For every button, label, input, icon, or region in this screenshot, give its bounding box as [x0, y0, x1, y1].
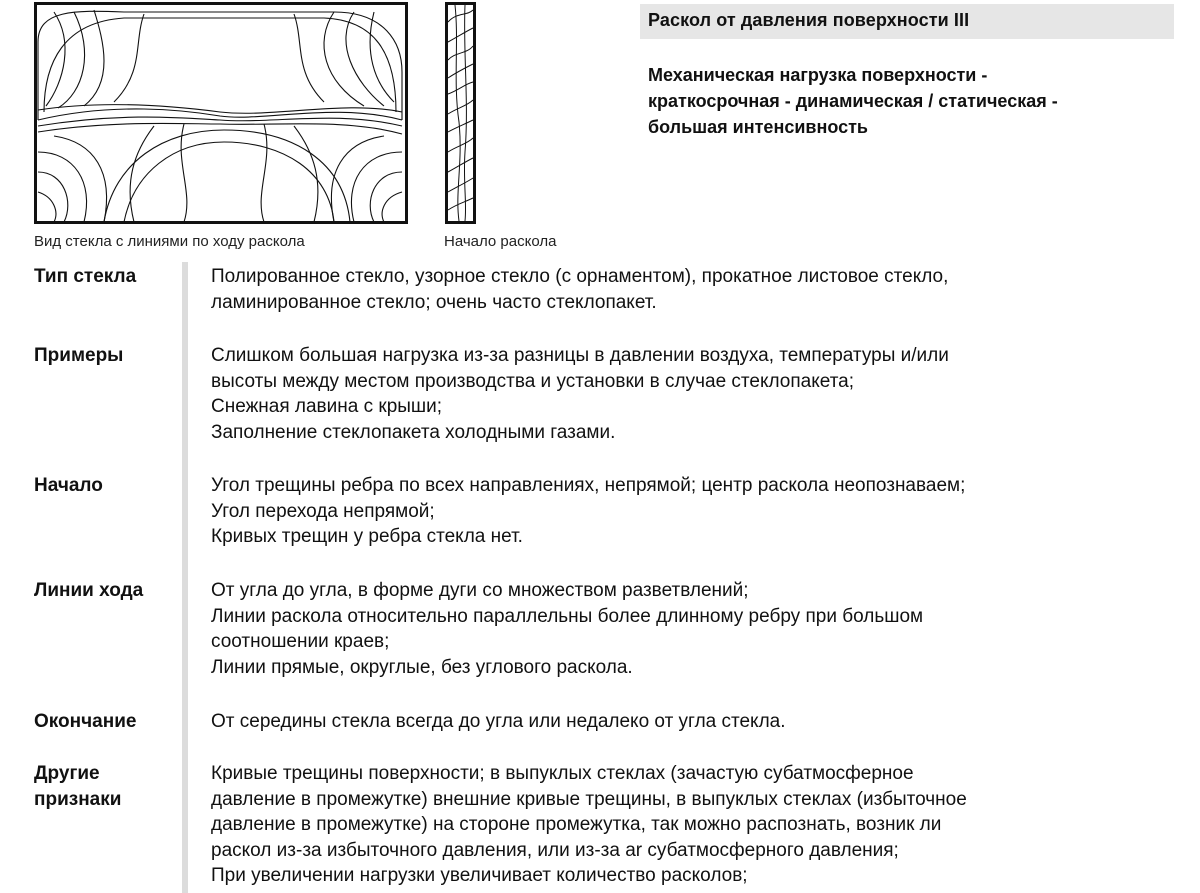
text-line: раскол из-за избыточного давления, или из-за ar субатмосферного давления;	[211, 839, 899, 861]
row-text	[211, 709, 1191, 735]
text-line: Снежная лавина с крыши;	[211, 396, 443, 417]
view-caption: Вид стекла с линиями по ходу раскола	[34, 233, 305, 250]
row-label	[34, 264, 179, 290]
text-line: Полированное стекло, узорное стекло (с орнаментом), прокатное листовое стекло,	[211, 266, 949, 287]
text-line: давление в промежутке) на стороне промежутка, так можно распознать, возник ли	[211, 814, 942, 835]
edge-fracture-figure	[445, 2, 476, 224]
row-label	[34, 343, 179, 369]
subtitle-line: Механическая нагрузка поверхности -	[648, 65, 988, 85]
section-subtitle	[648, 62, 1193, 140]
text-line: Заполнение стеклопакета холодными газами.	[211, 421, 616, 443]
text-line: Угол перехода непрямой;	[211, 500, 435, 522]
subtitle-line: большая интенсивность	[648, 117, 868, 137]
subtitle-line: краткосрочная - динамическая / статическая -	[648, 91, 1058, 111]
text-line: высоты между местом производства и установки в случае стеклопакета;	[211, 370, 855, 392]
row-text	[211, 578, 1191, 680]
section-title: Раскол от давления поверхности III	[640, 4, 1174, 39]
row-text	[211, 264, 1191, 315]
text-line: Линии раскола относительно параллельны более длинному ребру при большом	[211, 605, 924, 627]
row-label-line: Другие	[34, 763, 100, 784]
text-line: соотношении краев;	[211, 631, 390, 652]
column-divider	[182, 262, 188, 893]
text-line: Кривых трещин у ребра стекла нет.	[211, 526, 523, 547]
text-line: Угол трещины ребра по всех направлениях, непрямой; центр раскола неопознаваем;	[211, 475, 966, 496]
row-label	[34, 709, 179, 735]
row-label-line: Тип стекла	[34, 266, 137, 287]
row-label	[34, 473, 179, 499]
row-label-line: Окончание	[34, 711, 137, 732]
text-line: Кривые трещины поверхности; в выпуклых стеклах (зачастую субатмосферное	[211, 763, 914, 784]
row-label-line: Начало	[34, 475, 103, 496]
text-line: При увеличении нагрузки увеличивает количество расколов;	[211, 865, 748, 886]
row-label-line: Линии хода	[34, 580, 144, 601]
row-text	[211, 761, 1191, 889]
text-line: давление в промежутке) внешние кривые трещины, в выпуклых стеклах (избыточное	[211, 788, 967, 810]
row-text	[211, 343, 1191, 445]
text-line: Линии прямые, округлые, без углового раскола.	[211, 656, 633, 678]
text-line: От угла до угла, в форме дуги со множеством разветвлений;	[211, 580, 749, 601]
row-label-line: Примеры	[34, 345, 124, 366]
row-text	[211, 473, 1191, 550]
row-label	[34, 578, 179, 604]
text-line: ламинированное стекло; очень часто стеклопакет.	[211, 291, 657, 313]
text-line: От середины стекла всегда до угла или недалеко от угла стекла.	[211, 711, 786, 732]
glass-fracture-figure	[34, 2, 408, 224]
row-label	[34, 761, 179, 813]
row-label-line: признаки	[34, 789, 122, 810]
text-line: Слишком большая нагрузка из-за разницы в давлении воздуха, температуры и/или	[211, 345, 949, 366]
edge-caption: Начало раскола	[444, 233, 557, 250]
